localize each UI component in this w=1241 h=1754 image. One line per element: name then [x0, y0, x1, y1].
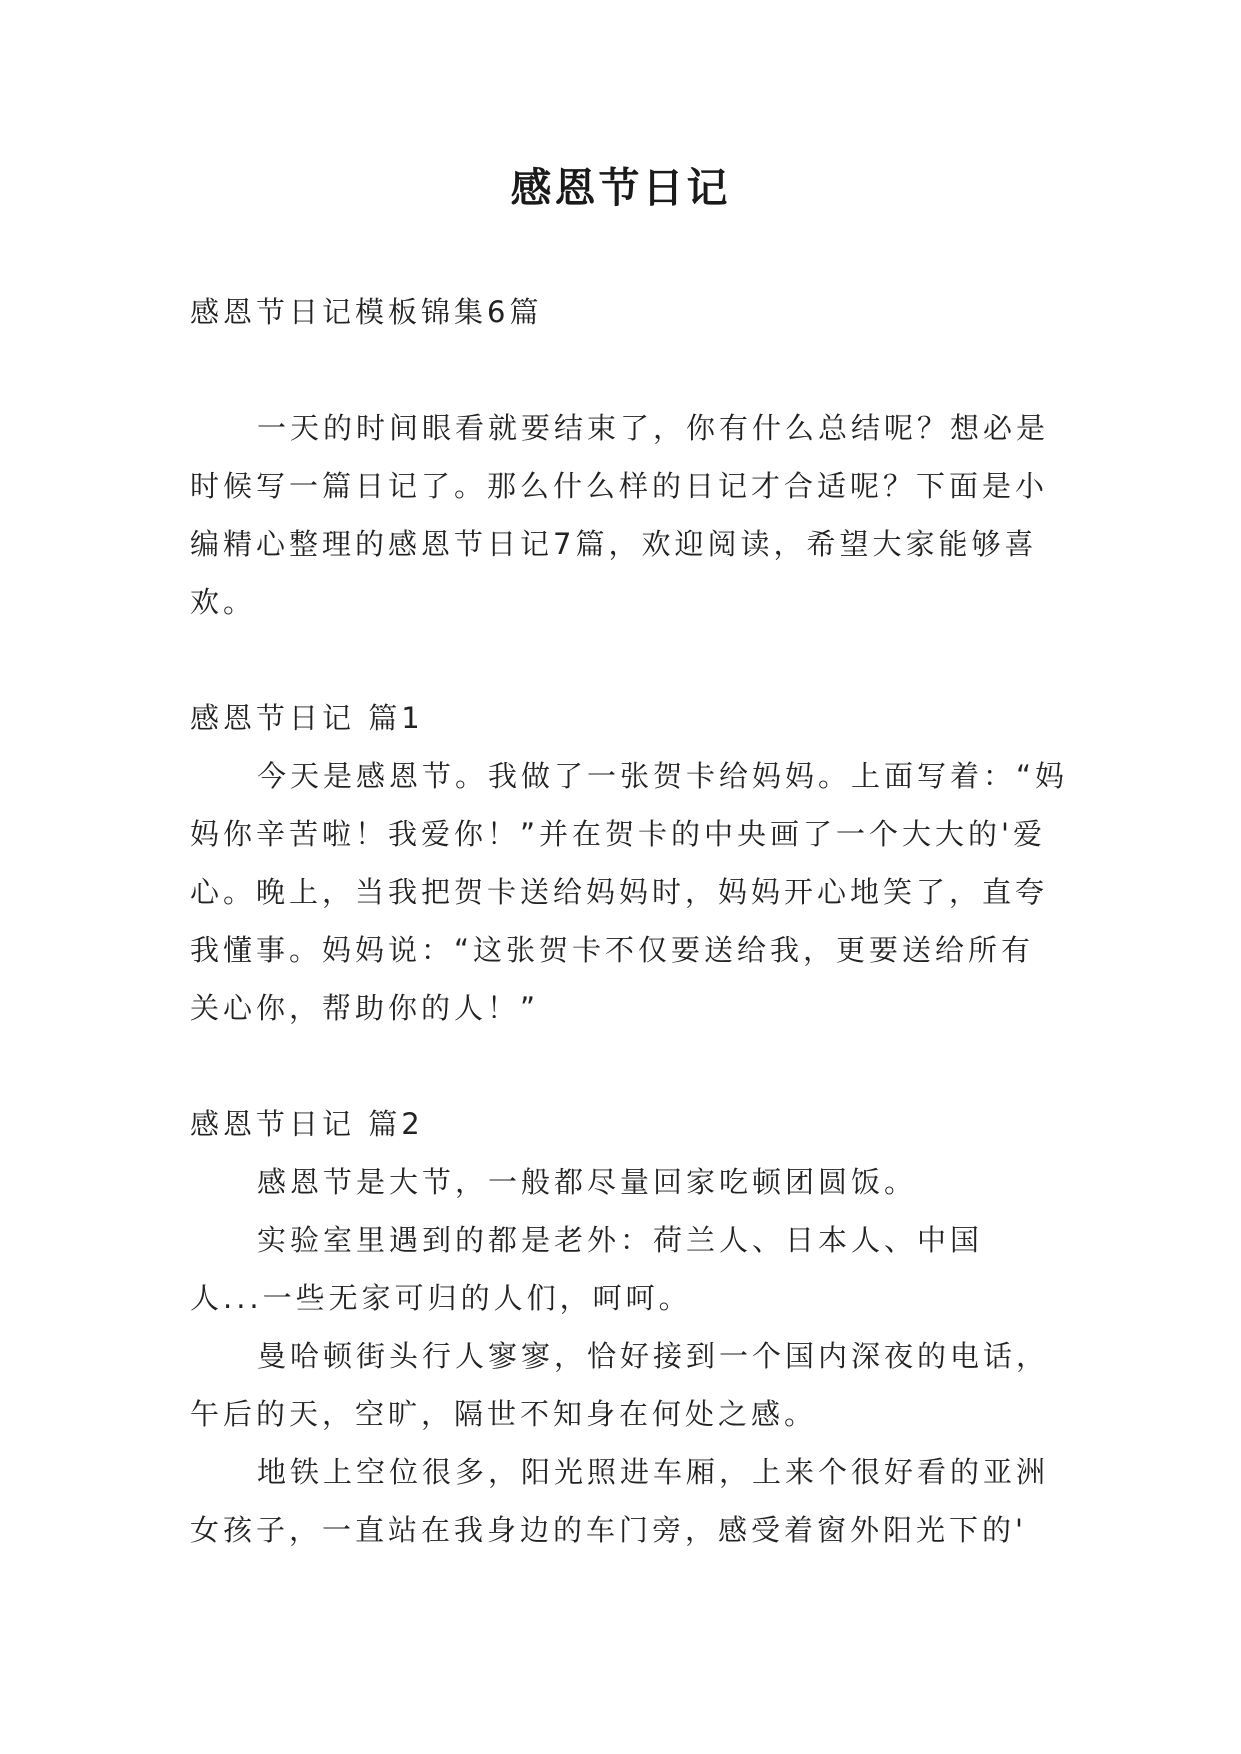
section2-line-7: 女孩子，一直站在我身边的车门旁，感受着窗外阳光下的' — [190, 1513, 1027, 1547]
section1-heading: 感恩节日记 篇1 — [190, 701, 424, 735]
document-body — [190, 283, 1070, 1559]
section2-line-3: 人...一些无家可归的人们，呵呵。 — [190, 1281, 692, 1315]
section2-line-2: 实验室里遇到的都是老外：荷兰人、日本人、中国 — [257, 1223, 984, 1257]
section2-line-5: 午后的天，空旷，隔世不知身在何处之感。 — [190, 1397, 818, 1431]
section1-line-3: 心。晚上，当我把贺卡送给妈妈时，妈妈开心地笑了，直夸 — [190, 875, 1049, 909]
section1-line-2: 妈你辛苦啦！我爱你！”并在贺卡的中央画了一个大大的'爱 — [190, 817, 1046, 851]
document-title: 感恩节日记 — [510, 164, 731, 212]
section1-line-1: 今天是感恩节。我做了一张贺卡给妈妈。上面写着：“妈 — [257, 759, 1069, 793]
section1-line-5: 关心你，帮助你的人！” — [190, 991, 540, 1025]
spacer — [190, 341, 1070, 399]
intro-line-4: 欢。 — [190, 585, 257, 619]
intro-line-2: 时候写一篇日记了。那么什么样的日记才合适呢？下面是小 — [190, 469, 1049, 503]
section2-line-1: 感恩节是大节，一般都尽量回家吃顿团圆饭。 — [257, 1165, 918, 1199]
spacer — [190, 1037, 1070, 1095]
section2-heading: 感恩节日记 篇2 — [190, 1107, 424, 1141]
intro-line-3: 编精心整理的感恩节日记7篇，欢迎阅读，希望大家能够喜 — [190, 527, 1038, 561]
section2-line-4: 曼哈顿街头行人寥寥，恰好接到一个国内深夜的电话， — [257, 1339, 1050, 1373]
section1-line-4: 我懂事。妈妈说：“这张贺卡不仅要送给我，更要送给所有 — [190, 933, 1035, 967]
section2-line-6: 地铁上空位很多，阳光照进车厢，上来个很好看的亚洲 — [257, 1455, 1050, 1489]
document-subtitle: 感恩节日记模板锦集6篇 — [190, 295, 543, 329]
intro-line-1: 一天的时间眼看就要结束了，你有什么总结呢？想必是 — [257, 411, 1050, 445]
spacer — [190, 631, 1070, 689]
